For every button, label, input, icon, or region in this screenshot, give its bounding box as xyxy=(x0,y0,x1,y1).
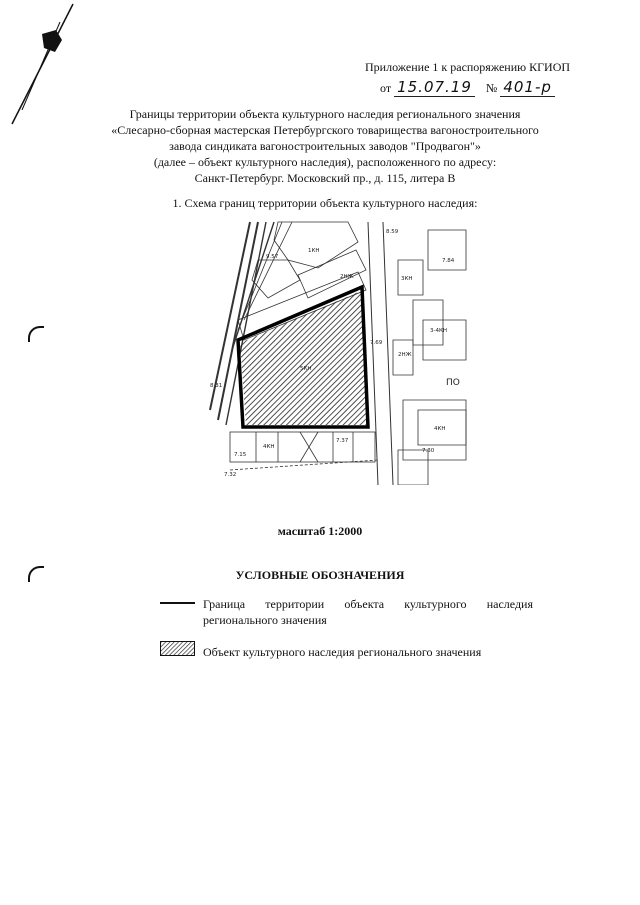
order-date: 15.07.19 xyxy=(394,78,475,97)
building xyxy=(413,300,443,345)
legend-boundary-text: Граница территории объекта культурного наследия регионального значения xyxy=(203,597,533,627)
legend-hatch-swatch xyxy=(160,641,195,656)
building-label: 1КН xyxy=(308,248,320,254)
building-label: 4КН xyxy=(434,426,446,432)
legend-title: УСЛОВНЫЕ ОБОЗНАЧЕНИЯ xyxy=(235,568,405,582)
building xyxy=(274,222,358,268)
elevation-mark: 7.15 xyxy=(234,452,247,458)
building-label: 2НЖ xyxy=(340,274,354,280)
annex-label: Приложение 1 к распоряжению КГИОП xyxy=(365,60,571,74)
boundary-map xyxy=(208,220,468,485)
date-prefix: от xyxy=(380,81,392,95)
building-label: 5КН xyxy=(300,366,312,372)
punch-mark xyxy=(28,326,44,342)
elevation-mark: 7.30 xyxy=(422,448,435,454)
order-number: 401-р xyxy=(500,78,555,97)
street-label: ПО xyxy=(446,378,460,388)
annex-reference xyxy=(380,78,555,97)
building-label: 3-4КН xyxy=(430,328,448,334)
elevation-mark: 7.37 xyxy=(336,438,349,444)
number-sign: № xyxy=(485,81,498,95)
legend-boundary-line xyxy=(160,602,195,604)
heritage-object xyxy=(240,290,366,425)
building-label: 4КН xyxy=(263,444,275,450)
elevation-mark: 9.57 xyxy=(266,254,279,260)
elevation-mark: 7.84 xyxy=(442,258,455,264)
legend-object-text: Объект культурного наследия регионального значения xyxy=(203,645,482,659)
section-heading: 1. Схема границ территории объекта культурного наследия: xyxy=(172,196,478,210)
building xyxy=(423,320,466,360)
document-title xyxy=(60,106,590,186)
building xyxy=(398,450,428,485)
title-line: (далее – объект культурного наследия), расположенного по адресу: xyxy=(153,155,497,169)
elevation-mark: 7.32 xyxy=(224,472,237,478)
elevation-mark: 8.59 xyxy=(386,229,399,235)
building xyxy=(428,230,466,270)
building-label: 2НЖ xyxy=(398,352,412,358)
title-line: завода синдиката вагоностроительных заводов "Продвагон"» xyxy=(169,139,481,153)
map-scale: масштаб 1:2000 xyxy=(277,524,363,538)
building-label: 3КН xyxy=(401,276,413,282)
elevation-mark: 8.31 xyxy=(210,383,223,389)
elevation-mark: 7.69 xyxy=(370,340,383,346)
title-line: Санкт-Петербург. Московский пр., д. 115, литера В xyxy=(194,171,456,185)
title-line: Границы территории объекта культурного наследия регионального значения xyxy=(129,107,521,121)
title-line: «Слесарно-сборная мастерская Петербургского товарищества вагоностроительного xyxy=(111,123,539,137)
